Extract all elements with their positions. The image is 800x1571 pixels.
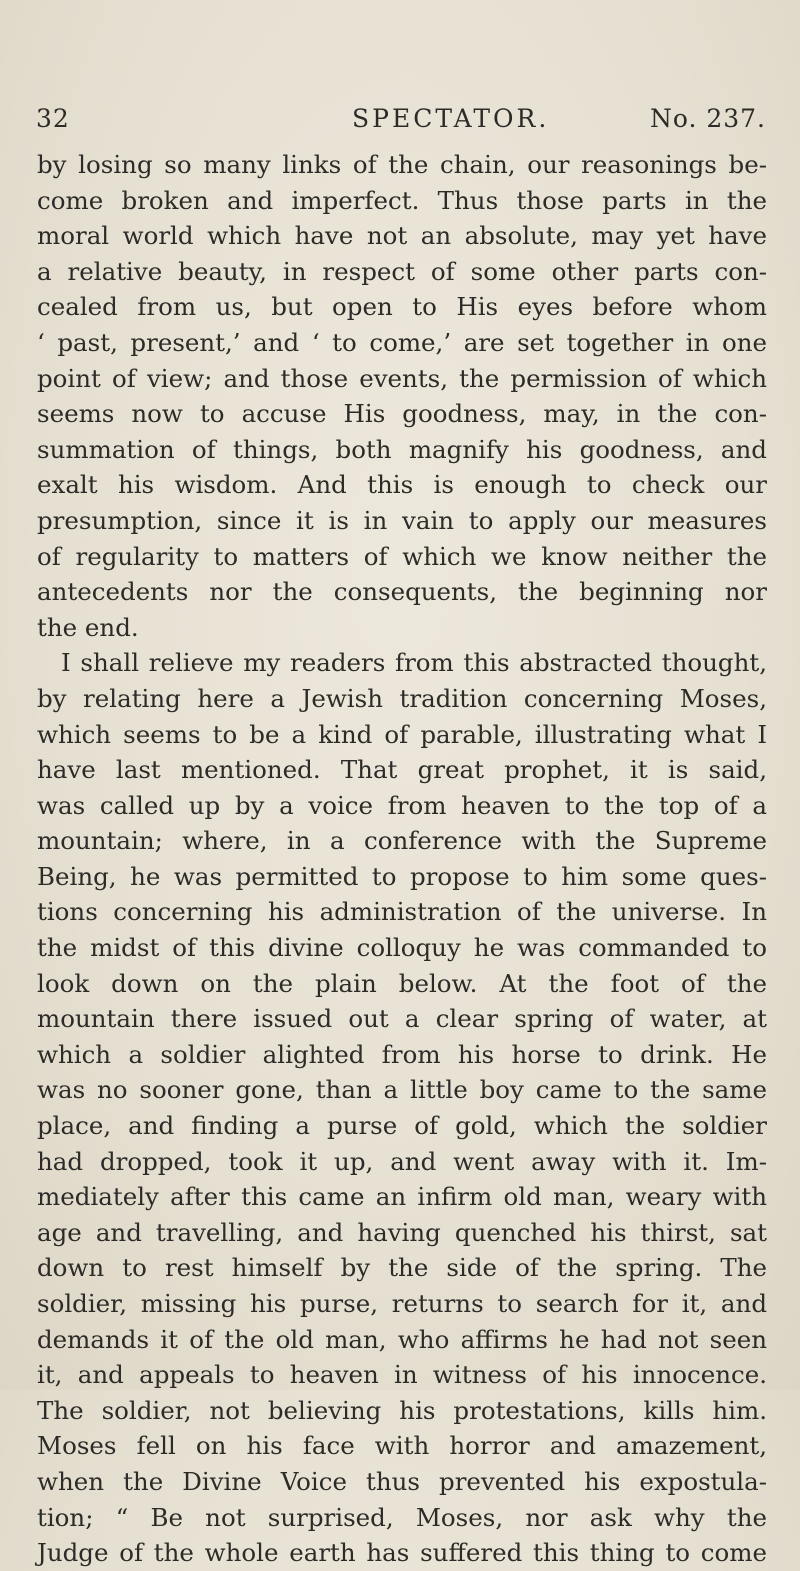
text-line: point of view; and those events, the permission of which — [37, 363, 767, 393]
text-line: The soldier, not believing his protestations, kills him. — [37, 1395, 767, 1425]
text-line: by losing so many links of the chain, our reasonings be- — [37, 150, 767, 179]
issue-number: No. 237. — [649, 104, 766, 133]
text-line: look down on the plain below. At the foot of the — [37, 968, 767, 998]
text-line: which a soldier alighted from his horse to drink. He — [37, 1039, 767, 1069]
text-line: tion; “ Be not surprised, Moses, nor ask why the — [37, 1502, 767, 1532]
text-line: a relative beauty, in respect of some other parts con- — [37, 256, 767, 286]
text-line: the midst of this divine colloquy he was commanded to — [37, 933, 767, 963]
text-line: which seems to be a kind of parable, illustrating what I — [37, 719, 767, 749]
text-line: of regularity to matters of which we know neither the — [37, 541, 767, 571]
paragraph-end-line: the end. — [37, 612, 139, 642]
text-line: presumption, since it is in vain to apply our measures — [37, 505, 767, 535]
text-line: summation of things, both magnify his goodness, and — [37, 434, 767, 464]
text-line: mountain; where, in a conference with the Supreme — [37, 826, 767, 856]
text-line: cealed from us, but open to His eyes before whom — [37, 292, 767, 322]
paragraph-start-line: I shall relieve my readers from this abstracted thought, — [61, 648, 767, 678]
text-line: place, and finding a purse of gold, which the soldier — [37, 1111, 767, 1141]
page-number: 32 — [36, 104, 70, 133]
text-line: tions concerning his administration of the universe. In — [37, 897, 767, 927]
text-line: moral world which have not an absolute, may yet have — [37, 221, 767, 251]
body-text — [37, 147, 767, 1571]
text-line: Moses fell on his face with horror and amazement, — [37, 1431, 767, 1461]
text-line: soldier, missing his purse, returns to search for it, and — [37, 1289, 767, 1318]
text-line: was no sooner gone, than a little boy came to the same — [37, 1075, 767, 1105]
text-line: had dropped, took it up, and went away with it. Im- — [37, 1146, 767, 1176]
text-line: Judge of the whole earth has suffered this thing to come — [37, 1538, 767, 1568]
running-head — [36, 104, 766, 144]
text-line: mediately after this came an infirm old man, weary with — [37, 1182, 767, 1212]
text-line: mountain there issued out a clear spring of water, at — [37, 1004, 767, 1034]
text-line: demands it of the old man, who affirms he had not seen — [37, 1324, 767, 1354]
text-line: was called up by a voice from heaven to the top of a — [37, 790, 767, 820]
text-line: it, and appeals to heaven in witness of his innocence. — [37, 1360, 767, 1390]
text-line: exalt his wisdom. And this is enough to check our — [37, 470, 767, 500]
text-line: by relating here a Jewish tradition concerning Moses, — [37, 683, 767, 713]
text-line: age and travelling, and having quenched his thirst, sat — [37, 1217, 767, 1247]
text-line: come broken and imperfect. Thus those parts in the — [37, 185, 767, 215]
text-line: down to rest himself by the side of the spring. The — [37, 1253, 767, 1283]
text-line: when the Divine Voice thus prevented his expostula- — [37, 1466, 767, 1496]
text-line: ‘ past, present,’ and ‘ to come,’ are set together in one — [37, 327, 767, 357]
text-line: seems now to accuse His goodness, may, in the con- — [37, 399, 767, 429]
journal-title: SPECTATOR. — [352, 104, 550, 133]
text-line: antecedents nor the consequents, the beginning nor — [37, 577, 767, 607]
text-line: have last mentioned. That great prophet, it is said, — [37, 755, 767, 785]
text-line: Being, he was permitted to propose to him some ques- — [37, 861, 767, 891]
